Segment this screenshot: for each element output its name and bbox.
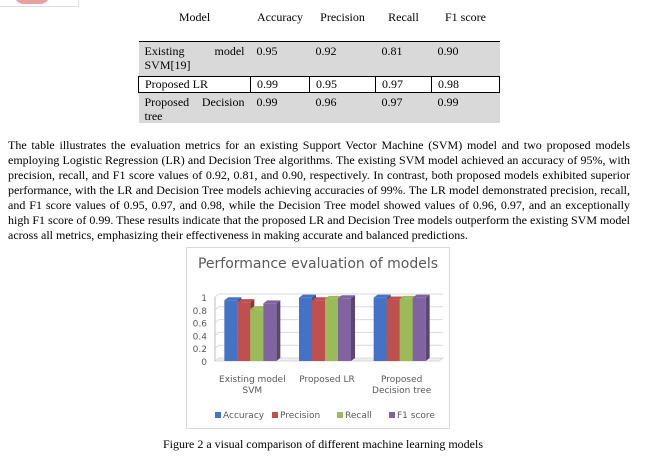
model-name-cell xyxy=(139,93,251,124)
logo-fragment xyxy=(0,0,79,7)
bar xyxy=(299,298,312,361)
legend-label: F1 score xyxy=(397,411,435,421)
gridline-side xyxy=(215,332,219,335)
model-name-line2: SVM[19] xyxy=(144,58,191,72)
y-tick-label: 1 xyxy=(201,294,207,304)
model-name-cell xyxy=(139,42,251,77)
legend-label: Precision xyxy=(280,411,321,421)
recall-cell: 0.97 xyxy=(376,77,432,93)
x-tick-label: SVM xyxy=(242,386,263,396)
table-row xyxy=(139,42,500,77)
bar xyxy=(325,299,338,361)
x-tick-label: Existing model xyxy=(219,375,286,385)
f1-cell: 0.98 xyxy=(432,77,500,93)
body-paragraph: The table illustrates the evaluation metrics for an existing Support Vector Machine (SVM) model and two proposed models employing Logistic Regression (LR) and Decision Tree algorithms. The existing SVM model achieved an accuracy of 95%, with precision, recall, and F1 score values of 0.92, 0.81, and 0.90, respectively. In contrast, both proposed models exhibited superior performance, with the LR and Decision Tree models achieving accuracies of 99%. The LR model demonstrated precision, recall, and F1 score values of 0.95, 0.97, and 0.98, while the Decision Tree model showed values of 0.96, 0.97, and an exceptionally high F1 score of 0.99. These results indicate that the proposed LR and Decision Tree models outperform the existing SVM model across all metrics, emphasizing their effectiveness in making accurate and balanced predictions. xyxy=(8,138,630,242)
header-model: Model xyxy=(139,7,251,42)
bar xyxy=(338,298,351,361)
table-header-row xyxy=(139,7,500,42)
figure-caption: Figure 2 a visual comparison of different machine learning models xyxy=(162,437,484,451)
chart-container xyxy=(186,247,450,429)
table-row xyxy=(139,77,500,93)
legend-swatch xyxy=(272,412,278,418)
bar xyxy=(387,300,400,361)
legend-label: Recall xyxy=(345,411,372,421)
recall-cell: 0.81 xyxy=(376,42,432,77)
metrics-table xyxy=(138,7,500,123)
legend-label: Accuracy xyxy=(223,411,265,421)
precision-cell: 0.95 xyxy=(310,77,376,93)
precision-cell: 0.96 xyxy=(310,93,376,124)
model-name-line2: tree xyxy=(144,109,163,123)
y-tick-label: 0.4 xyxy=(192,332,207,343)
legend-swatch xyxy=(215,412,221,418)
header-precision: Precision xyxy=(310,7,376,42)
bar xyxy=(237,302,250,361)
model-name-line1: Existing model xyxy=(144,44,245,58)
x-tick-label: Decision tree xyxy=(372,386,432,396)
bar xyxy=(312,300,325,361)
bar-side xyxy=(276,300,280,361)
y-tick-label: 0.8 xyxy=(192,306,207,317)
bar-side xyxy=(426,295,430,361)
table-row xyxy=(139,93,500,124)
accuracy-cell: 0.99 xyxy=(251,93,310,124)
f1-cell: 0.99 xyxy=(432,93,500,124)
precision-cell: 0.92 xyxy=(310,42,376,77)
y-tick-label: 0 xyxy=(201,358,207,368)
bar xyxy=(374,298,387,361)
header-accuracy: Accuracy xyxy=(251,7,310,42)
chart-title: Performance evaluation of models xyxy=(197,256,439,272)
header-recall: Recall xyxy=(376,7,432,42)
y-tick-label: 0.2 xyxy=(192,345,207,356)
x-tick-label: Proposed LR xyxy=(299,375,355,385)
gridline-side xyxy=(215,294,219,297)
gridline-side xyxy=(215,320,219,323)
f1-cell: 0.90 xyxy=(432,42,500,77)
bar xyxy=(263,303,276,361)
bar-chart xyxy=(187,248,449,428)
legend-swatch xyxy=(389,412,395,418)
model-name-line1: Proposed Decision xyxy=(144,95,245,109)
bar-side xyxy=(351,295,355,361)
model-name-cell: Proposed LR xyxy=(139,77,251,93)
header-f1-score: F1 score xyxy=(432,7,500,42)
bar xyxy=(413,298,426,361)
gridline-side xyxy=(215,345,219,348)
bar xyxy=(224,300,237,361)
y-tick-label: 0.6 xyxy=(192,319,207,330)
accuracy-cell: 0.95 xyxy=(251,42,310,77)
legend-swatch xyxy=(337,412,343,418)
gridline-side xyxy=(215,307,219,310)
x-tick-label: Proposed xyxy=(380,375,423,385)
bar xyxy=(250,309,263,361)
bar xyxy=(400,299,413,361)
recall-cell: 0.97 xyxy=(376,93,432,124)
accuracy-cell: 0.99 xyxy=(251,77,310,93)
